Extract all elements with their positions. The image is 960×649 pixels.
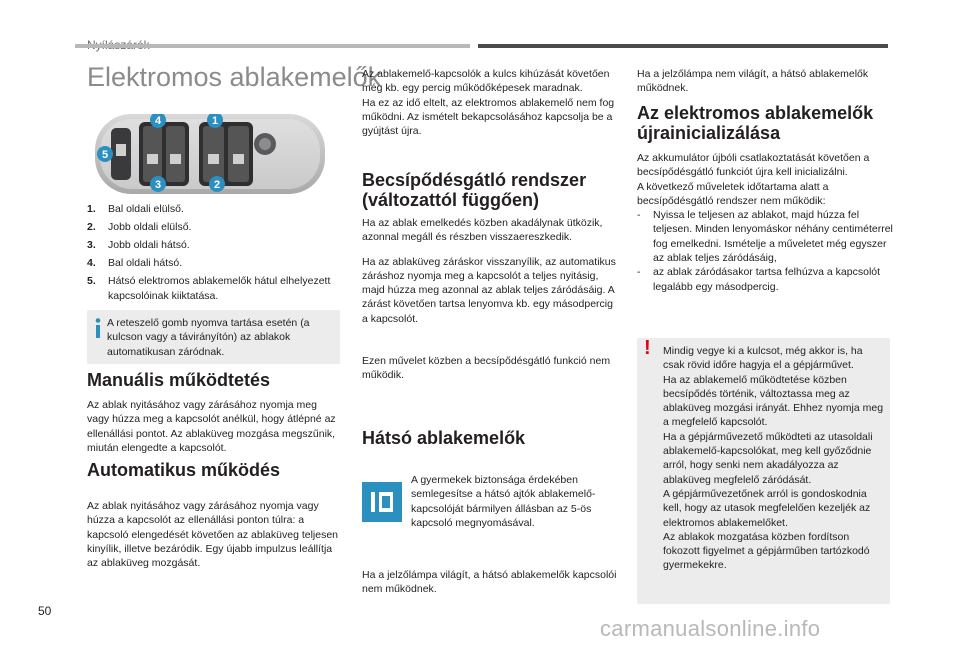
legend-text: Jobb oldali hátsó.	[108, 239, 190, 251]
child-lock-icon	[362, 482, 402, 522]
header-bar-right	[478, 44, 888, 48]
legend-text: Jobb oldali elülső.	[108, 221, 192, 233]
auto-text: Az ablak nyitásához vagy zárásához nyomja vagy húzza a kapcsolót az ellenállási ponton túlra: a kapcsoló elengedését követően az ablaküveg teljesen kinyílik, illetve bezáródik. Egy újabb impulzus leállítja az ablaküveg mozgását.	[87, 500, 339, 570]
callout-1-label: 1	[211, 115, 219, 127]
auto-section	[87, 460, 342, 570]
auto-heading: Automatikus működés	[87, 460, 281, 480]
step-item	[637, 265, 897, 294]
reinit-heading: Az elektromos ablakemelők újrainicializálása	[637, 103, 874, 143]
page-title: Elektromos ablakemelők	[87, 62, 382, 92]
info-note-box	[87, 310, 340, 364]
info-icon	[94, 318, 102, 338]
callout-3-label: 3	[154, 179, 162, 191]
pinch-section	[362, 170, 617, 383]
manual-section	[87, 370, 342, 455]
manual-heading: Manuális működtetés	[87, 370, 271, 390]
legend-number: 5.	[87, 275, 96, 287]
window-switch-panel-illustration	[95, 114, 325, 194]
legend-number: 3.	[87, 239, 96, 251]
pinch-text-3: Ezen művelet közben a becsípődésgátló funkció nem működik.	[362, 355, 611, 382]
step-text: Nyissa le teljesen az ablakot, majd húzza fel teljesen. Minden lenyomáskor néhány centiméterrel fog emelkedni. Ismételje a műveletet még egyszer az ablak teljes záródásáig,	[653, 209, 893, 265]
rear-light-off-text: Ha a jelzőlámpa nem világít, a hátsó ablakemelők működnek.	[637, 68, 869, 95]
warning-text: Mindig vegye ki a kulcsot, még akkor is, ha csak rövid időre hagyja el a gépjárművet. Ha az ablakemelő működtetése közben becsípődés történik, változtassa meg az ablaküveg mozgási irányát. Ehhez nyomja meg a megfelelő kapcsolót. Ha a gépjárművezető működteti az utasoldali ablakemelő-kapcsolókat, meg kell győződnie arról, hogy senki nem akadályozza az ablaküveg megfelelő záródását. A gépjárművezetőnek arról is gondoskodnia kell, hogy az utasok megfelelően kezeljék az elektromos ablakemelőket. Az ablakok mozgatása közben fordítson fokozott figyelmet a gépjárműben tartózkodó gyermekekre.	[663, 345, 884, 572]
warning-icon: !	[644, 337, 651, 359]
rear-light-text: Ha a jelzőlámpa világít, a hátsó ablakemelők kapcsolói nem működnek.	[362, 569, 617, 596]
watermark: carmanualsonline.info	[600, 616, 821, 641]
legend-number: 2.	[87, 221, 96, 233]
legend-number: 4.	[87, 257, 96, 269]
step-item	[637, 208, 897, 265]
rear-section	[362, 428, 617, 448]
manual-text: Az ablak nyitásához vagy zárásához nyomja meg vagy húzza meg a kapcsolót anélkül, hogy átlépné az ellenállási pontot. Az ablaküveg mozgása megszűnik, miután elengedte a kapcsolót.	[87, 399, 336, 454]
callout-2-label: 2	[213, 179, 221, 191]
header-bar-left	[75, 44, 470, 48]
legend-item	[87, 202, 342, 217]
step-text: az ablak záródásakor tartsa felhúzva a kapcsolót legalább egy másodpercig.	[653, 266, 881, 293]
warning-box	[637, 338, 890, 604]
legend-text: Bal oldali hátsó.	[108, 257, 183, 269]
rear-note-text: A gyermekek biztonsága érdekében semlegesítse a hátsó ajtók ablakemelő-kapcsolóját bármilyen állásban az 5-ös kapcsoló megnyomásával.	[411, 474, 596, 529]
callout-4-label: 4	[154, 115, 162, 127]
page-number: 50	[38, 604, 52, 618]
reinit-text: Az akkumulátor újbóli csatlakoztatását követően a becsípődésgátló funkciót újra kell inicializálni. A következő műveletek időtartama alatt a becsípődésgátló rendszer nem működik:	[637, 152, 870, 207]
reinit-section	[637, 103, 897, 294]
pinch-heading: Becsípődésgátló rendszer (változattól függően)	[362, 170, 587, 210]
callout-5-label: 5	[101, 149, 109, 161]
column-2	[362, 67, 617, 138]
legend-item	[87, 220, 342, 235]
pinch-text-1: Ha az ablak emelkedés közben akadálynak ütközik, azonnal megáll és részben visszaereszkedik.	[362, 217, 603, 244]
legend-number: 1.	[87, 203, 96, 215]
step-dash: -	[637, 266, 641, 279]
legend-item	[87, 256, 342, 271]
pinch-text-2: Ha az ablaküveg záráskor visszanyílik, az automatikus záráshoz nyomja meg a kapcsolót a teljes nyitásig, majd húzza meg azonnal az ablak teljes záródásáig. A zárást követően tartsa lenyomva kb. egy másodpercig a kapcsolót.	[362, 255, 616, 325]
legend-text: Hátsó elektromos ablakemelők hátul elhelyezett kapcsolóinak kiiktatása.	[108, 275, 331, 302]
legend-item	[87, 274, 342, 304]
legend-item	[87, 238, 342, 253]
step-dash: -	[637, 209, 641, 222]
legend-text: Bal oldali elülső.	[108, 203, 184, 215]
rear-heading: Hátsó ablakemelők	[362, 428, 526, 448]
info-note-text: A reteszelő gomb nyomva tartása esetén (a kulcson vagy a távirányítón) az ablakok automatikusan záródnak.	[107, 317, 310, 358]
switch-legend	[87, 202, 342, 307]
key-off-text: Az ablakemelő-kapcsolók a kulcs kihúzását követően még kb. egy percig működőképesek maradnak. Ha ez az idő eltelt, az elektromos ablakemelő nem fog működni. Az ismételt bekapcsolásához kapcsolja be a gyújtást újra.	[362, 68, 615, 138]
